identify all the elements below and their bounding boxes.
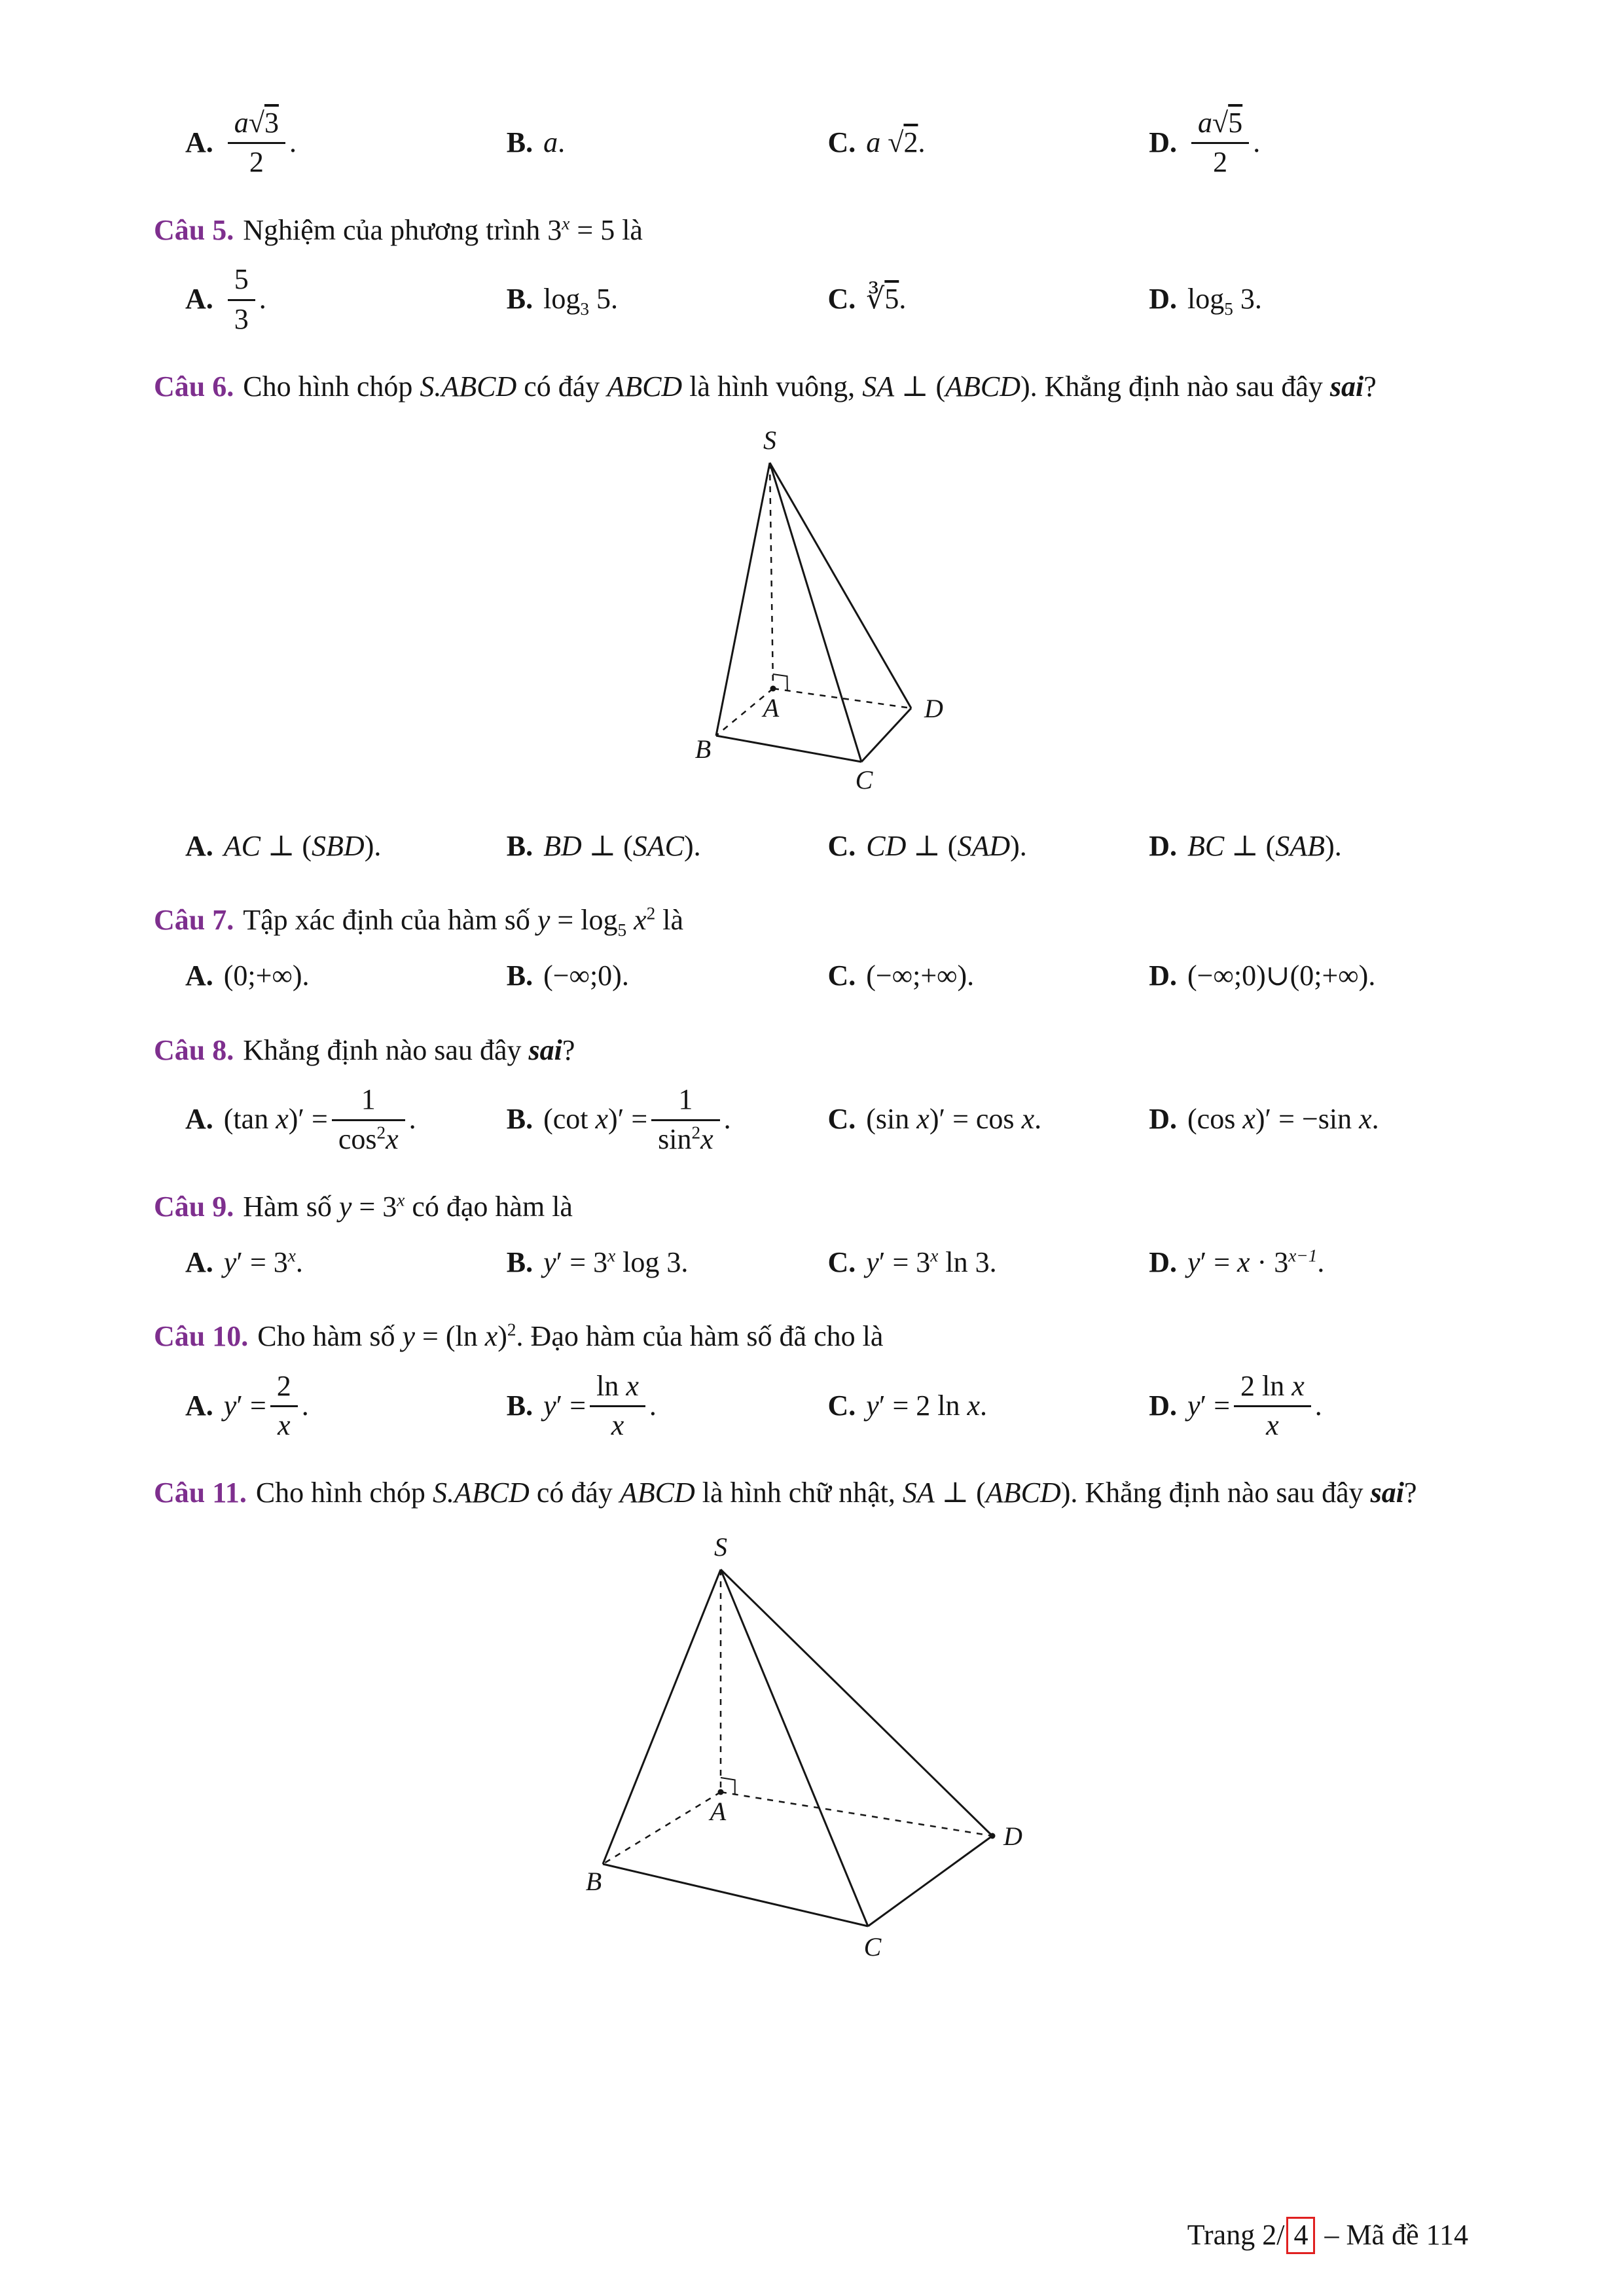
question-5-stem: Nghiệm của phương trình $3^x = 5$ là [243, 213, 643, 246]
vertex-label-B: B [695, 734, 711, 764]
option-8-A [185, 1083, 507, 1155]
question-7 [154, 897, 1470, 943]
option-prefix: y′ = [223, 1389, 266, 1422]
pyramid-solid-edges [716, 463, 911, 762]
option-tail: . [723, 1103, 731, 1136]
option-text: $y' = x \cdot 3^{x-1}$. [1187, 1246, 1325, 1278]
option-letter: C. [827, 1389, 856, 1422]
option-letter: D. [1149, 1103, 1178, 1136]
option-6-A [185, 823, 507, 869]
option-tail: . [289, 126, 297, 158]
question-10 [154, 1314, 1470, 1359]
option-letter: B. [506, 1246, 533, 1278]
option-6-D [1149, 823, 1470, 869]
option-text: (cos x)′ = −sin x. [1187, 1103, 1379, 1136]
option-prefix: (cot x)′ = [543, 1103, 648, 1136]
option-7-B [507, 953, 828, 999]
option-prefix: y′ = [543, 1389, 586, 1422]
option-text: AC ⊥ (SBD). [223, 829, 382, 862]
option-tail: . [259, 283, 266, 315]
option-tail: . [649, 1389, 657, 1422]
option-5-D [1149, 276, 1470, 322]
option-9-B [507, 1239, 828, 1285]
option-letter: C. [827, 283, 856, 315]
fraction-numerator: 2 [270, 1369, 298, 1407]
question-10-stem: Cho hàm số y = (ln x)$^2$. Đạo hàm của hàm số đã cho là [257, 1319, 884, 1353]
option-6-C [828, 823, 1149, 869]
option-letter: A. [185, 126, 213, 158]
option-letter: D. [1149, 126, 1178, 158]
option-letter: D. [1149, 1246, 1178, 1278]
option-text: a √2. [866, 126, 926, 158]
question-11-diagram-wrap [154, 1534, 1470, 1973]
option-8-B [507, 1083, 828, 1155]
vertex-label-C: C [855, 765, 873, 794]
option-text: (sin x)′ = cos x. [866, 1103, 1042, 1136]
fraction-denominator: x [1266, 1409, 1279, 1442]
option-10-D [1149, 1369, 1470, 1442]
option-text: ∛5. [866, 283, 907, 315]
question-9 [154, 1184, 1470, 1230]
math-fraction [590, 1369, 645, 1442]
question-6-label: Câu 6. [154, 370, 234, 403]
question-7-options [154, 953, 1470, 999]
option-4-C [828, 119, 1149, 165]
math-fraction [1191, 106, 1249, 179]
question-10-options [154, 1369, 1470, 1442]
pyramid-solid-edges [603, 1570, 992, 1926]
option-letter: A. [185, 960, 213, 992]
fraction-numerator: a√3 [228, 106, 285, 144]
fraction-denominator: x [611, 1409, 624, 1442]
option-5-A [185, 262, 507, 335]
option-letter: C. [827, 126, 856, 158]
option-letter: B. [506, 1103, 533, 1136]
option-letter: D. [1149, 960, 1178, 992]
option-6-B [507, 823, 828, 869]
question-8-label: Câu 8. [154, 1033, 234, 1066]
question-9-stem: Hàm số $y = 3^x$ có đạo hàm là [243, 1190, 573, 1223]
option-text: $\log_3 5$. [543, 283, 618, 319]
vertex-label-A: A [710, 1796, 726, 1826]
vertex-label-D: D [1003, 1821, 1022, 1851]
option-7-C [828, 953, 1149, 999]
option-letter: A. [185, 829, 213, 862]
question-5-label: Câu 5. [154, 213, 234, 246]
question-11-stem: Cho hình chóp S.ABCD có đáy ABCD là hình chữ nhật, SA ⊥ (ABCD). Khẳng định nào sau đây sai? [255, 1477, 1417, 1509]
option-text: $\log_5 3$. [1187, 283, 1262, 319]
option-8-D [1149, 1096, 1470, 1142]
question-9-options [154, 1239, 1470, 1285]
option-tail: . [301, 1389, 309, 1422]
option-text: (−∞;0)∪(0;+∞). [1187, 960, 1376, 992]
option-text: y′ = 2 ln x. [866, 1389, 988, 1422]
vertex-dot-A [770, 686, 776, 692]
vertex-label-C: C [863, 1931, 881, 1962]
option-4-D [1149, 106, 1470, 179]
option-letter: B. [506, 126, 533, 158]
question-9-label: Câu 9. [154, 1190, 234, 1223]
option-tail: . [1314, 1389, 1322, 1422]
option-4-B [507, 119, 828, 165]
option-7-A [185, 953, 507, 999]
question-8 [154, 1028, 1470, 1073]
option-letter: A. [185, 283, 213, 315]
fraction-numerator: 1 [332, 1083, 405, 1121]
option-letter: C. [827, 1103, 856, 1136]
footer-exam-code: – Mã đề 114 [1317, 2219, 1468, 2251]
question-4-options-continued [154, 106, 1470, 179]
page-footer [1187, 2217, 1468, 2254]
option-letter: A. [185, 1389, 213, 1422]
option-4-A [185, 106, 507, 179]
option-letter: D. [1149, 829, 1178, 862]
question-6-diagram-wrap [154, 427, 1470, 800]
vertex-dot-A [717, 1789, 723, 1795]
pyramid-diagram-2 [583, 1534, 1041, 1965]
option-letter: C. [827, 1246, 856, 1278]
fraction-denominator: x [278, 1409, 291, 1442]
fraction-numerator: 1 [651, 1083, 720, 1121]
pyramid-hidden-edges [716, 463, 911, 736]
math-fraction [270, 1369, 298, 1442]
math-fraction [651, 1083, 720, 1155]
option-text: CD ⊥ (SAD). [866, 829, 1027, 862]
vertex-label-S: S [763, 427, 776, 456]
option-tail: . [408, 1103, 416, 1136]
option-letter: C. [827, 960, 856, 992]
question-11-label: Câu 11. [154, 1477, 247, 1509]
option-7-D [1149, 953, 1470, 999]
fraction-denominator: $\cos^2x$ [338, 1122, 399, 1155]
question-7-label: Câu 7. [154, 904, 234, 937]
math-fraction [332, 1083, 405, 1155]
option-5-B [507, 276, 828, 322]
vertex-label-S: S [713, 1533, 727, 1562]
question-6-options [154, 823, 1470, 869]
option-text: BC ⊥ (SAB). [1187, 829, 1342, 862]
option-text: BD ⊥ (SAC). [543, 829, 701, 862]
option-10-C [828, 1382, 1149, 1428]
option-letter: A. [185, 1103, 213, 1136]
option-letter: A. [185, 1246, 213, 1278]
fraction-denominator: 3 [234, 302, 249, 335]
option-5-C [828, 276, 1149, 322]
question-5 [154, 207, 1470, 253]
vertex-label-B: B [585, 1866, 602, 1896]
fraction-numerator: 5 [228, 262, 255, 300]
footer-page-link[interactable]: 4 [1286, 2217, 1315, 2254]
option-9-A [185, 1239, 507, 1285]
fraction-denominator: 2 [1213, 146, 1228, 179]
option-prefix: y′ = [1187, 1389, 1231, 1422]
question-11 [154, 1470, 1470, 1516]
option-text: (−∞;0). [543, 960, 629, 992]
fraction-numerator: 2 ln x [1234, 1369, 1311, 1407]
option-letter: B. [506, 283, 533, 315]
fraction-numerator: a√5 [1191, 106, 1249, 144]
question-5-options [154, 262, 1470, 335]
option-9-D [1149, 1239, 1470, 1285]
option-prefix: (tan x)′ = [223, 1103, 328, 1136]
option-10-B [507, 1369, 828, 1442]
option-text: a. [543, 126, 566, 158]
math-fraction [228, 262, 255, 335]
question-7-stem: Tập xác định của hàm số $y = \log_5 x^2$ là [243, 903, 684, 941]
option-tail: . [1253, 126, 1261, 158]
option-9-C [828, 1239, 1149, 1285]
question-8-options [154, 1083, 1470, 1155]
vertex-dot-D [989, 1833, 995, 1839]
option-letter: B. [506, 829, 533, 862]
question-8-stem: Khẳng định nào sau đây sai? [243, 1033, 575, 1066]
option-letter: D. [1149, 1389, 1178, 1422]
fraction-numerator: ln x [590, 1369, 645, 1407]
option-text: (0;+∞). [223, 960, 310, 992]
math-fraction [1234, 1369, 1311, 1442]
option-letter: D. [1149, 283, 1178, 315]
footer-page-text: Trang 2/ [1187, 2219, 1285, 2251]
question-6 [154, 364, 1470, 410]
option-text: $y' = 3^x$. [223, 1246, 303, 1278]
option-letter: B. [506, 1389, 533, 1422]
fraction-denominator: $\sin^2x$ [658, 1122, 713, 1155]
option-text: (−∞;+∞). [866, 960, 975, 992]
pyramid-diagram-1 [672, 427, 953, 793]
fraction-denominator: 2 [249, 146, 264, 179]
option-letter: C. [827, 829, 856, 862]
option-text: $y' = 3^x$ ln 3. [866, 1246, 997, 1278]
vertex-label-A: A [763, 693, 779, 723]
option-letter: B. [506, 960, 533, 992]
option-10-A [185, 1369, 507, 1442]
vertex-label-D: D [924, 694, 943, 724]
question-6-stem: Cho hình chóp S.ABCD có đáy ABCD là hình vuông, SA ⊥ (ABCD). Khẳng định nào sau đây sai? [243, 370, 1377, 403]
math-fraction [228, 106, 285, 179]
option-text: $y' = 3^x$ log 3. [543, 1246, 689, 1278]
option-8-C [828, 1096, 1149, 1142]
question-10-label: Câu 10. [154, 1320, 249, 1353]
